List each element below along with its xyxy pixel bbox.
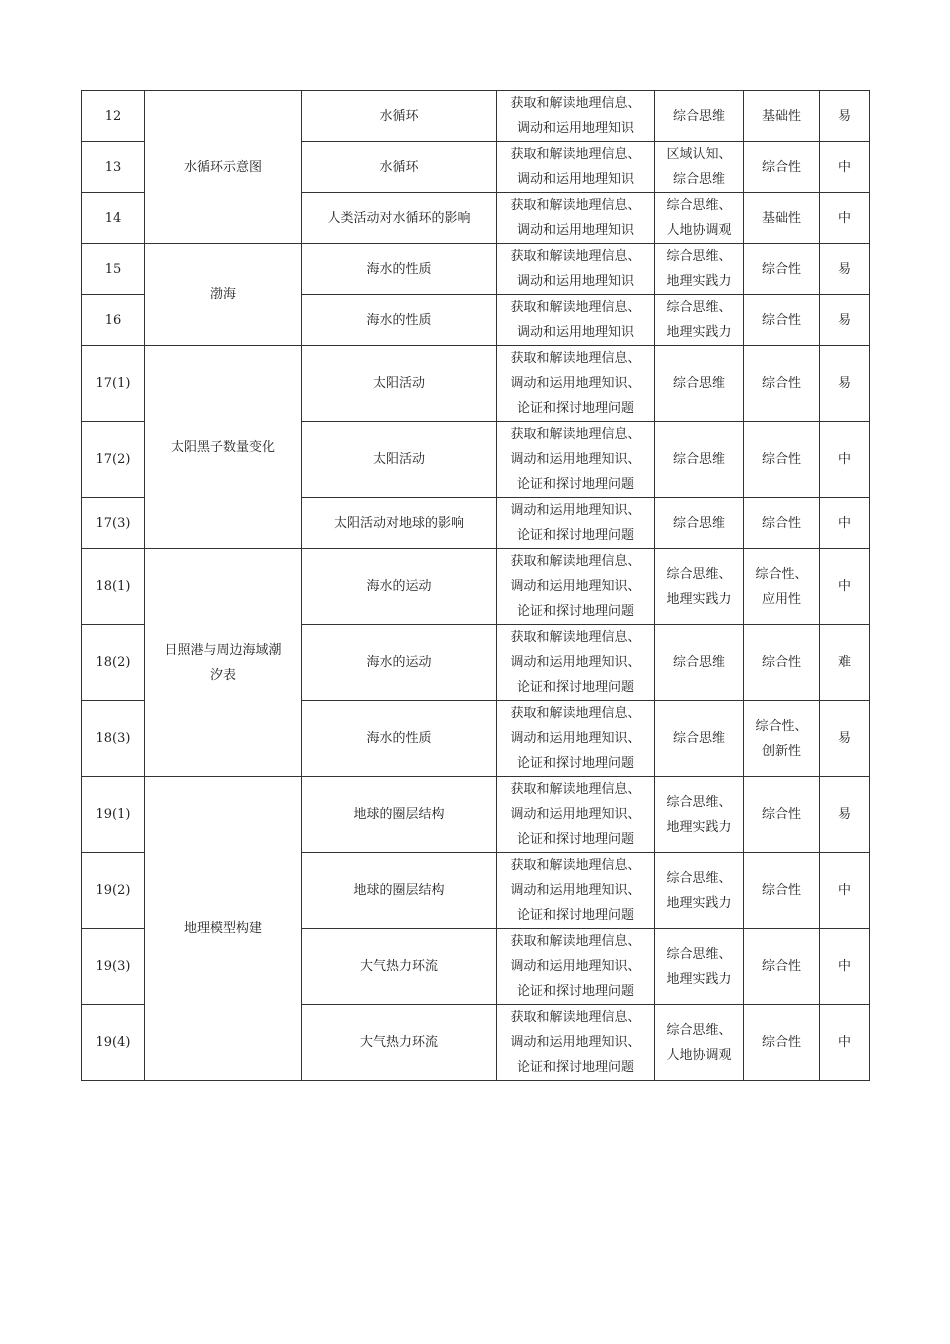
material-cell	[145, 244, 302, 346]
knowledge-point-text: 海水的运动	[366, 579, 432, 594]
evaluation-quality-cell	[744, 1005, 820, 1081]
core-literacy-text: 综合思维	[672, 515, 725, 531]
core-literacy-cell	[655, 549, 744, 625]
key-ability-text: 调动和运用地理知识、 论证和探讨地理问题	[510, 503, 641, 543]
knowledge-point-text: 海水的性质	[366, 731, 432, 746]
question-number-text: 14	[104, 210, 122, 226]
evaluation-quality-text: 综合性	[761, 1035, 801, 1050]
table-row	[82, 549, 870, 625]
core-literacy-cell	[655, 777, 744, 853]
knowledge-point-cell	[302, 244, 497, 295]
difficulty-text: 易	[837, 261, 851, 277]
question-number-text: 17(2)	[95, 452, 131, 467]
knowledge-point-cell	[302, 498, 497, 549]
key-ability-cell	[497, 142, 655, 193]
core-literacy-cell	[655, 1005, 744, 1081]
material-cell	[145, 777, 302, 1081]
difficulty-text: 易	[837, 807, 851, 822]
question-number-cell	[82, 422, 145, 498]
core-literacy-cell	[655, 701, 744, 777]
knowledge-point-text: 大气热力环流	[359, 959, 438, 974]
key-ability-cell	[497, 295, 655, 346]
core-literacy-text: 综合思维、 地理实践力	[666, 794, 732, 835]
question-number-cell	[82, 142, 145, 193]
evaluation-quality-text: 基础性	[761, 108, 801, 124]
core-literacy-cell	[655, 91, 744, 142]
core-literacy-cell	[655, 193, 744, 244]
difficulty-cell	[820, 701, 870, 777]
evaluation-quality-text: 综合性	[761, 515, 801, 531]
knowledge-point-cell	[302, 1005, 497, 1081]
evaluation-quality-cell	[744, 244, 820, 295]
evaluation-quality-cell	[744, 701, 820, 777]
key-ability-cell	[497, 625, 655, 701]
question-number-text: 17(1)	[95, 376, 131, 391]
difficulty-text: 中	[837, 1035, 851, 1050]
knowledge-point-text: 太阳活动	[372, 376, 425, 391]
evaluation-quality-cell	[744, 142, 820, 193]
evaluation-quality-cell	[744, 295, 820, 346]
core-literacy-text: 综合思维、 人地协调观	[666, 1022, 732, 1063]
difficulty-text: 易	[837, 312, 851, 328]
evaluation-quality-text: 综合性	[761, 452, 801, 467]
table-row	[82, 777, 870, 853]
question-analysis-table	[81, 90, 870, 1081]
core-literacy-text: 综合思维、 地理实践力	[666, 946, 732, 987]
question-number-text: 16	[104, 312, 122, 328]
key-ability-text: 获取和解读地理信息、 调动和运用地理知识、 论证和探讨地理问题	[510, 554, 641, 619]
key-ability-cell	[497, 346, 655, 422]
question-number-text: 19(1)	[95, 807, 131, 822]
core-literacy-text: 综合思维、 人地协调观	[666, 198, 732, 238]
question-number-cell	[82, 244, 145, 295]
question-number-text: 13	[104, 159, 122, 175]
core-literacy-cell	[655, 142, 744, 193]
evaluation-quality-text: 综合性	[761, 883, 801, 898]
knowledge-point-text: 水循环	[379, 159, 419, 175]
key-ability-text: 获取和解读地理信息、 调动和运用地理知识、 论证和探讨地理问题	[510, 706, 641, 771]
core-literacy-cell	[655, 498, 744, 549]
knowledge-point-text: 海水的性质	[366, 312, 432, 328]
key-ability-cell	[497, 91, 655, 142]
knowledge-point-text: 太阳活动	[372, 452, 425, 467]
knowledge-point-cell	[302, 929, 497, 1005]
difficulty-cell	[820, 929, 870, 1005]
key-ability-text: 获取和解读地理信息、 调动和运用地理知识	[510, 198, 641, 238]
knowledge-point-text: 水循环	[379, 108, 419, 124]
table-row	[82, 346, 870, 422]
question-number-cell	[82, 549, 145, 625]
key-ability-text: 获取和解读地理信息、 调动和运用地理知识、 论证和探讨地理问题	[510, 1010, 641, 1075]
evaluation-quality-cell	[744, 193, 820, 244]
evaluation-quality-text: 综合性	[761, 807, 801, 822]
key-ability-text: 获取和解读地理信息、 调动和运用地理知识	[510, 147, 641, 187]
knowledge-point-text: 海水的运动	[366, 655, 432, 670]
evaluation-quality-cell	[744, 91, 820, 142]
evaluation-quality-text: 综合性	[761, 312, 801, 328]
difficulty-cell	[820, 244, 870, 295]
difficulty-text: 中	[837, 883, 851, 898]
difficulty-text: 易	[837, 108, 851, 124]
key-ability-text: 获取和解读地理信息、 调动和运用地理知识	[510, 300, 641, 340]
difficulty-text: 难	[837, 655, 851, 670]
knowledge-point-cell	[302, 142, 497, 193]
material-text: 太阳黑子数量变化	[170, 439, 275, 455]
question-number-text: 18(3)	[95, 731, 131, 746]
evaluation-quality-cell	[744, 498, 820, 549]
key-ability-text: 获取和解读地理信息、 调动和运用地理知识	[510, 96, 641, 136]
question-number-text: 19(2)	[95, 883, 131, 898]
knowledge-point-cell	[302, 91, 497, 142]
core-literacy-cell	[655, 929, 744, 1005]
evaluation-quality-text: 综合性	[761, 655, 801, 670]
material-cell	[145, 549, 302, 777]
key-ability-text: 获取和解读地理信息、 调动和运用地理知识、 论证和探讨地理问题	[510, 351, 641, 416]
question-number-text: 19(3)	[95, 959, 131, 974]
knowledge-point-cell	[302, 422, 497, 498]
difficulty-cell	[820, 422, 870, 498]
question-number-cell	[82, 295, 145, 346]
knowledge-point-cell	[302, 549, 497, 625]
difficulty-text: 中	[837, 452, 851, 467]
question-number-text: 19(4)	[95, 1035, 131, 1050]
knowledge-point-cell	[302, 625, 497, 701]
table-body	[82, 91, 870, 1081]
difficulty-cell	[820, 549, 870, 625]
difficulty-cell	[820, 777, 870, 853]
key-ability-text: 获取和解读地理信息、 调动和运用地理知识、 论证和探讨地理问题	[510, 427, 641, 492]
difficulty-cell	[820, 1005, 870, 1081]
evaluation-quality-text: 综合性	[761, 959, 801, 974]
key-ability-cell	[497, 777, 655, 853]
difficulty-cell	[820, 346, 870, 422]
material-text: 水循环示意图	[183, 159, 262, 175]
difficulty-cell	[820, 91, 870, 142]
key-ability-text: 获取和解读地理信息、 调动和运用地理知识、 论证和探讨地理问题	[510, 934, 641, 999]
evaluation-quality-cell	[744, 929, 820, 1005]
core-literacy-text: 综合思维、 地理实践力	[666, 566, 732, 607]
difficulty-text: 中	[837, 579, 851, 594]
core-literacy-cell	[655, 346, 744, 422]
difficulty-text: 中	[837, 159, 851, 175]
question-number-cell	[82, 777, 145, 853]
key-ability-cell	[497, 498, 655, 549]
knowledge-point-cell	[302, 193, 497, 244]
knowledge-point-cell	[302, 346, 497, 422]
core-literacy-text: 综合思维	[672, 655, 725, 670]
knowledge-point-text: 大气热力环流	[359, 1035, 438, 1050]
question-number-cell	[82, 929, 145, 1005]
difficulty-text: 中	[837, 959, 851, 974]
evaluation-quality-text: 综合性	[761, 261, 801, 277]
evaluation-quality-cell	[744, 346, 820, 422]
question-number-text: 15	[104, 261, 122, 277]
question-number-cell	[82, 701, 145, 777]
key-ability-text: 获取和解读地理信息、 调动和运用地理知识、 论证和探讨地理问题	[510, 782, 641, 847]
knowledge-point-text: 地球的圈层结构	[353, 883, 445, 898]
evaluation-quality-text: 综合性、 应用性	[755, 566, 808, 607]
key-ability-cell	[497, 701, 655, 777]
difficulty-cell	[820, 142, 870, 193]
core-literacy-text: 综合思维、 地理实践力	[666, 870, 732, 911]
key-ability-cell	[497, 549, 655, 625]
table-row	[82, 244, 870, 295]
question-number-cell	[82, 193, 145, 244]
question-number-cell	[82, 1005, 145, 1081]
core-literacy-text: 综合思维	[672, 376, 725, 391]
difficulty-text: 中	[837, 515, 851, 531]
knowledge-point-text: 海水的性质	[366, 261, 432, 277]
difficulty-cell	[820, 295, 870, 346]
question-number-text: 17(3)	[95, 515, 131, 531]
evaluation-quality-cell	[744, 777, 820, 853]
key-ability-cell	[497, 244, 655, 295]
core-literacy-text: 综合思维、 地理实践力	[666, 300, 732, 340]
evaluation-quality-text: 基础性	[761, 210, 801, 226]
knowledge-point-text: 地球的圈层结构	[353, 807, 445, 822]
difficulty-cell	[820, 193, 870, 244]
difficulty-text: 易	[837, 731, 851, 746]
material-text: 日照港与周边海域潮 汐表	[164, 642, 282, 683]
key-ability-cell	[497, 853, 655, 929]
knowledge-point-cell	[302, 701, 497, 777]
key-ability-text: 获取和解读地理信息、 调动和运用地理知识、 论证和探讨地理问题	[510, 858, 641, 923]
knowledge-point-cell	[302, 777, 497, 853]
core-literacy-text: 综合思维	[672, 108, 725, 124]
core-literacy-cell	[655, 295, 744, 346]
key-ability-cell	[497, 422, 655, 498]
material-cell	[145, 346, 302, 549]
knowledge-point-text: 太阳活动对地球的影响	[333, 515, 464, 531]
material-text: 渤海	[209, 287, 236, 302]
core-literacy-cell	[655, 244, 744, 295]
key-ability-text: 获取和解读地理信息、 调动和运用地理知识、 论证和探讨地理问题	[510, 630, 641, 695]
evaluation-quality-text: 综合性	[761, 159, 801, 175]
question-number-cell	[82, 853, 145, 929]
knowledge-point-text: 人类活动对水循环的影响	[327, 210, 471, 226]
knowledge-point-cell	[302, 295, 497, 346]
evaluation-quality-cell	[744, 549, 820, 625]
table-row	[82, 91, 870, 142]
question-number-cell	[82, 625, 145, 701]
evaluation-quality-cell	[744, 625, 820, 701]
key-ability-cell	[497, 929, 655, 1005]
question-number-text: 18(2)	[95, 655, 131, 670]
core-literacy-cell	[655, 422, 744, 498]
difficulty-cell	[820, 853, 870, 929]
material-cell	[145, 91, 302, 244]
core-literacy-cell	[655, 853, 744, 929]
material-text: 地理模型构建	[183, 921, 262, 936]
core-literacy-text: 综合思维	[672, 731, 725, 746]
difficulty-text: 易	[837, 376, 851, 391]
evaluation-quality-cell	[744, 422, 820, 498]
core-literacy-text: 区域认知、 综合思维	[666, 147, 732, 187]
evaluation-quality-cell	[744, 853, 820, 929]
question-number-cell	[82, 346, 145, 422]
key-ability-cell	[497, 1005, 655, 1081]
evaluation-quality-text: 综合性、 创新性	[755, 718, 808, 759]
difficulty-cell	[820, 498, 870, 549]
core-literacy-text: 综合思维	[672, 452, 725, 467]
question-number-text: 12	[104, 108, 122, 124]
core-literacy-text: 综合思维、 地理实践力	[666, 249, 732, 289]
question-number-cell	[82, 91, 145, 142]
core-literacy-cell	[655, 625, 744, 701]
question-number-text: 18(1)	[95, 579, 131, 594]
evaluation-quality-text: 综合性	[761, 376, 801, 391]
difficulty-text: 中	[837, 210, 851, 226]
knowledge-point-cell	[302, 853, 497, 929]
key-ability-text: 获取和解读地理信息、 调动和运用地理知识	[510, 249, 641, 289]
key-ability-cell	[497, 193, 655, 244]
question-number-cell	[82, 498, 145, 549]
difficulty-cell	[820, 625, 870, 701]
